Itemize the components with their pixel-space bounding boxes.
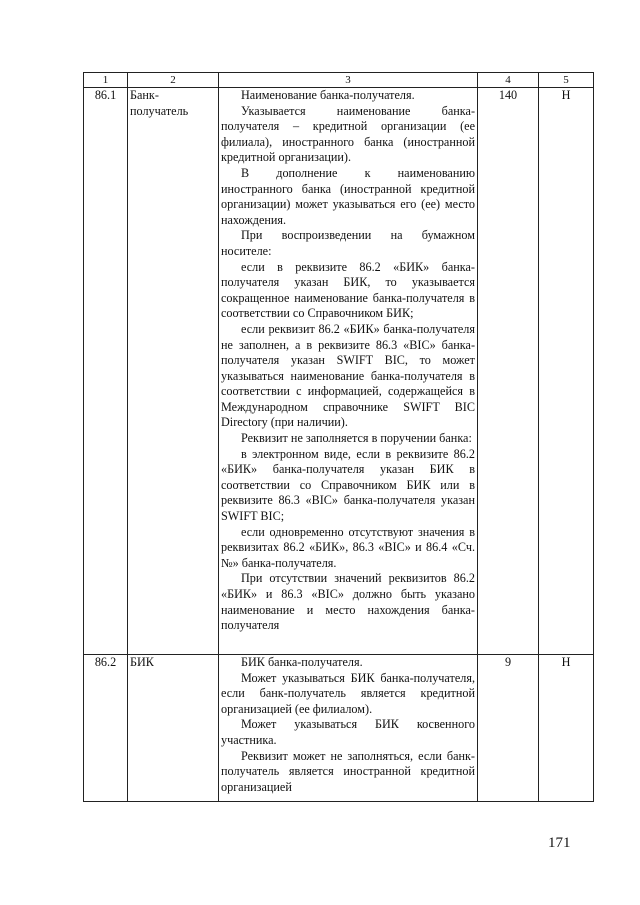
header-col-3: 3 [219,73,478,88]
description-paragraph: Может указываться БИК косвенного участника. [221,717,475,747]
table-row [84,88,594,655]
table-row [84,655,594,802]
row-number: 86.1 [84,88,128,655]
row-status: Н [539,655,594,802]
description-paragraph: если реквизит 86.2 «БИК» банка-получателя не заполнен, а в реквизите 86.3 «BIC» банка-получателя указан SWIFT BIC, то может указываться наименование банка-получателя в соответствии с информацией, содержащейся в Международном справочнике SWIFT BIC Directory (при наличии). [221,321,475,430]
description-paragraph: Наименование банка-получателя. [241,88,415,102]
header-col-1: 1 [84,73,128,88]
requisites-table [83,72,594,802]
description-paragraph: если одновременно отсутствуют значения в реквизитах 86.2 «БИК», 86.3 «BIC» и 86.4 «Сч. №» банка-получателя. [221,524,475,570]
description-paragraph: БИК банка-получателя. [241,655,363,669]
row-description [219,655,478,802]
header-col-2: 2 [128,73,219,88]
row-length: 9 [478,655,539,802]
header-col-4: 4 [478,73,539,88]
header-col-5: 5 [539,73,594,88]
row-name: БИК [128,655,219,802]
description-paragraph: Указывается наименование банка-получателя – кредитной организации (ее филиала), иностранного банка (иностранной кредитной организации). [221,103,475,165]
description-paragraph: в электронном виде, если в реквизите 86.2 «БИК» банка-получателя указан БИК в соответствии со Справочником БИК или в реквизите 86.3 «BIC» банка-получателя указан SWIFT BIC; [221,446,475,524]
description-paragraph: При воспроизведении на бумажном носителе: [221,228,475,258]
description-paragraph: В дополнение к наименованию иностранного банка (иностранной кредитной организации) может указываться его (ее) место нахождения. [221,165,475,227]
description-paragraph: если в реквизите 86.2 «БИК» банка-получателя указан БИК, то указывается сокращенное наименование банка-получателя в соответствии со Справочником БИК; [221,259,475,321]
page-number: 171 [548,835,571,851]
description-paragraph: Реквизит не заполняется в поручении банка: [241,431,472,446]
row-description [219,88,478,655]
description-paragraph: При отсутствии значений реквизитов 86.2 «БИК» и 86.3 «BIC» должно быть указано наименование и место нахождения банка-получателя [221,571,475,633]
description-paragraph: Может указываться БИК банка-получателя, если банк-получатель является кредитной организацией (ее филиалом). [221,670,475,716]
row-name: Банк-получатель [128,88,219,655]
header-row [84,73,594,88]
row-status: Н [539,88,594,655]
description-paragraph: Реквизит может не заполняться, если банк-получатель является иностранной кредитной организацией [221,748,475,794]
row-number: 86.2 [84,655,128,802]
row-length: 140 [478,88,539,655]
